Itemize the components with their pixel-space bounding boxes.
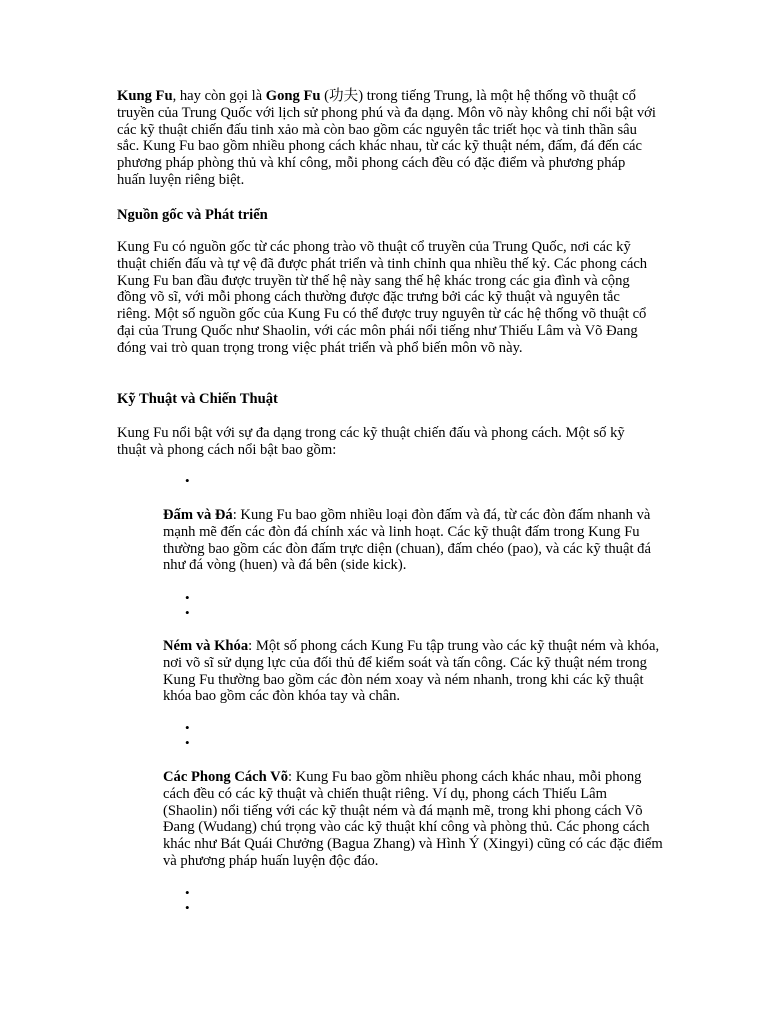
- intro-paragraph: [117, 88, 657, 189]
- list-item-text: : Kung Fu bao gồm nhiều phong cách khác nhau, mỗi phong cách đều có các kỹ thuật và chiến thuật riêng. Ví dụ, phong cách Thiếu Lâm (Shaolin) nổi tiếng với các kỹ thuật ném và đá mạnh mẽ, trong khi phong cách Võ Đang (Wudang) chú trọng vào các kỹ thuật khí công và phòng thủ. Các phong cách khác như Bát Quái Chưởng (Bagua Zhang) và Hình Ý (Xingyi) cũng có các đặc điểm và phương pháp huấn luyện độc đáo.: [163, 769, 663, 869]
- list-bullet: •: [185, 735, 190, 750]
- list-item-punch-kick: [163, 507, 663, 574]
- list-bullet: •: [185, 885, 190, 900]
- list-bullet: •: [185, 473, 190, 488]
- section-heading-techniques: Kỹ Thuật và Chiến Thuật: [117, 391, 278, 407]
- intro-text-1: , hay còn gọi là: [172, 88, 266, 104]
- section-heading-origin: Nguồn gốc và Phát triển: [117, 207, 268, 223]
- list-item-term: Đấm và Đá: [163, 507, 233, 523]
- techniques-intro-paragraph: Kung Fu nổi bật với sự đa dạng trong các kỹ thuật chiến đấu và phong cách. Một số kỹ thuật và phong cách nổi bật bao gồm:: [117, 425, 625, 458]
- list-bullet: •: [185, 900, 190, 915]
- list-bullet: •: [185, 720, 190, 735]
- list-item-text: : Một số phong cách Kung Fu tập trung vào các kỹ thuật ném và khóa, nơi võ sĩ sử dụng lực của đối thủ để kiểm soát và tấn công. Các kỹ thuật ném trong Kung Fu thường bao gồm các đòn ném xoay và ném nhanh, trong khi các kỹ thuật khóa bao gồm các đòn khóa tay và chân.: [163, 638, 660, 705]
- list-bullet: •: [185, 605, 190, 620]
- intro-term-gongfu: Gong Fu: [265, 88, 321, 104]
- list-item-martial-styles: [163, 769, 663, 870]
- list-item-text: : Kung Fu bao gồm nhiều loại đòn đấm và đá, từ các đòn đấm nhanh và mạnh mẽ đến các đòn đá chính xác và linh hoạt. Các kỹ thuật đấm trong Kung Fu thường bao gồm các đòn đấm trực diện (chuan), đấm chéo (pao), và các kỹ thuật đá như đá vòng (huen) và đá bên (side kick).: [163, 507, 651, 574]
- list-item-throw-lock: [163, 638, 663, 705]
- list-item-term: Các Phong Cách Võ: [163, 769, 289, 785]
- origin-paragraph: Kung Fu có nguồn gốc từ các phong trào võ thuật cổ truyền của Trung Quốc, nơi các kỹ thuật chiến đấu và tự vệ đã được phát triển và tinh chỉnh qua nhiều thế kỷ. Các phong cách Kung Fu ban đầu được truyền từ thế hệ này sang thế hệ khác trong các gia đình và cộng đồng võ sĩ, với mỗi phong cách thường được đặc trưng bởi các kỹ thuật và nguyên tắc riêng. Một số nguồn gốc của Kung Fu có thể được truy nguyên từ các hệ thống võ thuật cổ đại của Trung Quốc như Shaolin, với các môn phái nổi tiếng như Thiếu Lâm và Võ Đang đóng vai trò quan trọng trong việc phát triển và phổ biến môn võ này.: [117, 239, 648, 356]
- intro-text-2: (功夫) trong tiếng Trung, là một hệ thống võ thuật cổ truyền của Trung Quốc với lịch sử phong phú và đa dạng. Môn võ này không chỉ nổi bật với các kỹ thuật chiến đấu tinh xảo mà còn bao gồm các nguyên tắc triết học và tinh thần sâu sắc. Kung Fu bao gồm nhiều phong cách khác nhau, từ các kỹ thuật ném, đấm, đá đến các phương pháp phòng thủ và khí công, mỗi phong cách đều có đặc điểm và phương pháp huấn luyện riêng biệt.: [117, 88, 656, 188]
- list-bullet: •: [185, 590, 190, 605]
- list-item-term: Ném và Khóa: [163, 638, 249, 654]
- intro-term-kungfu: Kung Fu: [117, 88, 173, 104]
